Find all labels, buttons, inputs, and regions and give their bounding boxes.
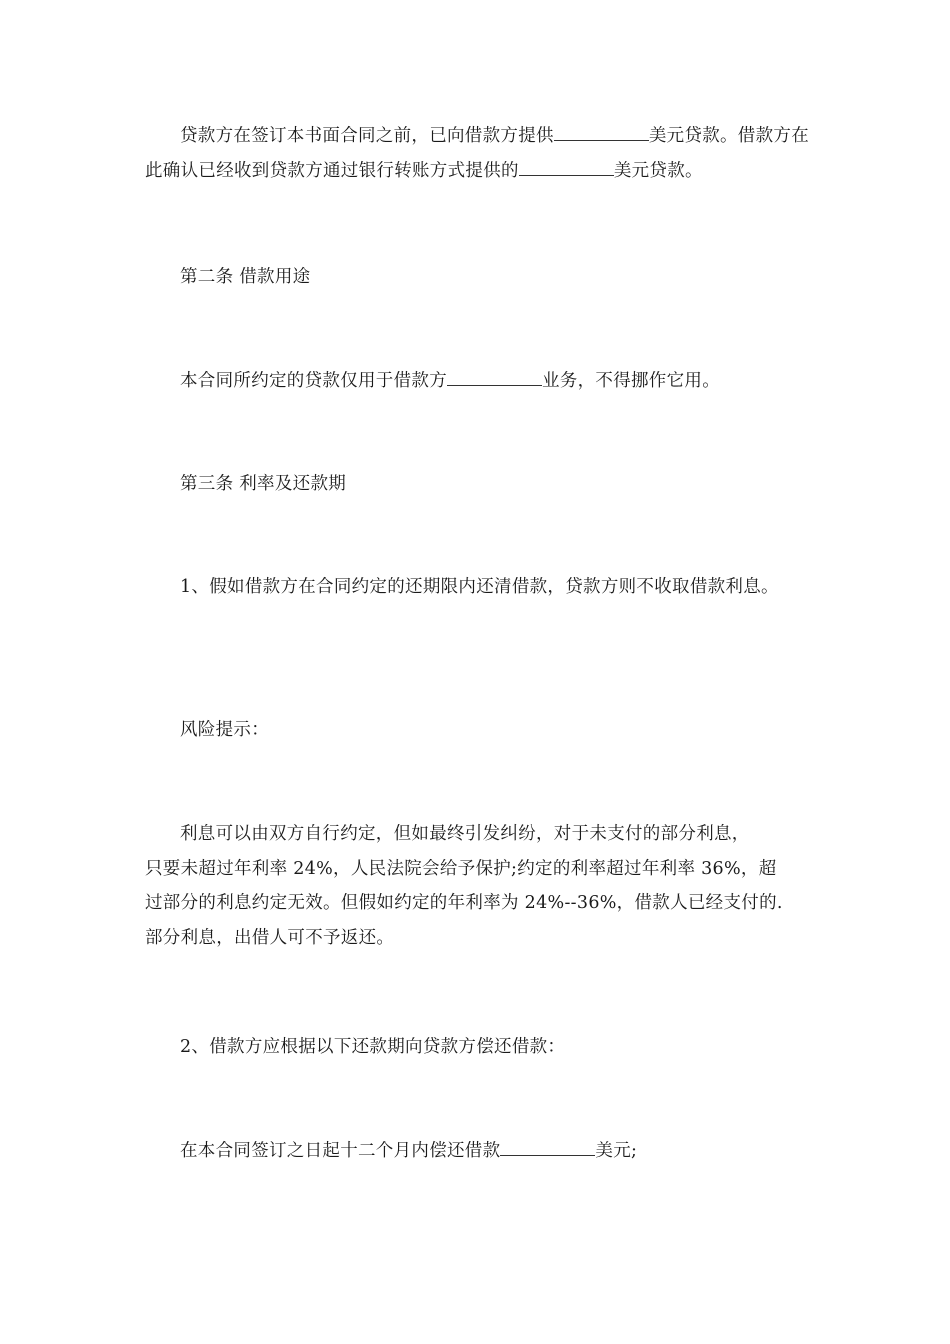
text-segment: 业务，不得挪作它用。 [542, 371, 720, 391]
text-line: 只要未超过年利率 24%，人民法院会给予保护;约定的利率超过年利率 36%，超 [145, 858, 777, 879]
paragraph-interest-clause-1 [145, 570, 810, 605]
heading-text: 风险提示： [180, 720, 269, 740]
text-segment: 本合同所约定的贷款仅用于借款方 [180, 371, 447, 391]
blank-amount-field [500, 1139, 595, 1156]
text-segment: 美元贷款。借款方在此确认已经收到贷款方通过银行转账方式提供的 [145, 126, 810, 181]
paragraph-repayment-schedule [145, 1030, 810, 1065]
blank-amount-field [519, 159, 614, 176]
paragraph-loan-purpose [145, 364, 810, 399]
paragraph-repayment-12-months [145, 1134, 810, 1169]
text-line: 过部分的利息约定无效。但假如约定的年利率为 24%--36%，借款人已经支付的. [145, 893, 783, 913]
article-2-heading [145, 260, 810, 295]
risk-notice-title [145, 713, 810, 748]
paragraph-loan-provided [145, 119, 810, 188]
blank-amount-field [554, 124, 649, 141]
text-segment: 1、假如借款方在合同约定的还期限内还清借款，贷款方则不收取借款利息。 [180, 577, 779, 597]
text-segment: 2、借款方应根据以下还款期向贷款方偿还借款： [180, 1037, 566, 1057]
blank-business-field [447, 369, 542, 386]
text-segment: 贷款方在签订本书面合同之前，已向借款方提供 [180, 126, 554, 146]
risk-notice-body [145, 817, 810, 955]
text-line: 利息可以由双方自行约定，但如最终引发纠纷，对于未支付的部分利息， [180, 824, 750, 844]
text-line: 部分利息，出借人可不予返还。 [145, 927, 395, 948]
article-3-heading [145, 467, 810, 502]
text-segment: 在本合同签订之日起十二个月内偿还借款 [180, 1141, 501, 1161]
heading-text: 第二条 借款用途 [180, 267, 311, 287]
text-segment: 美元; [595, 1141, 638, 1161]
heading-text: 第三条 利率及还款期 [180, 474, 347, 494]
text-segment: 美元贷款。 [613, 160, 703, 181]
